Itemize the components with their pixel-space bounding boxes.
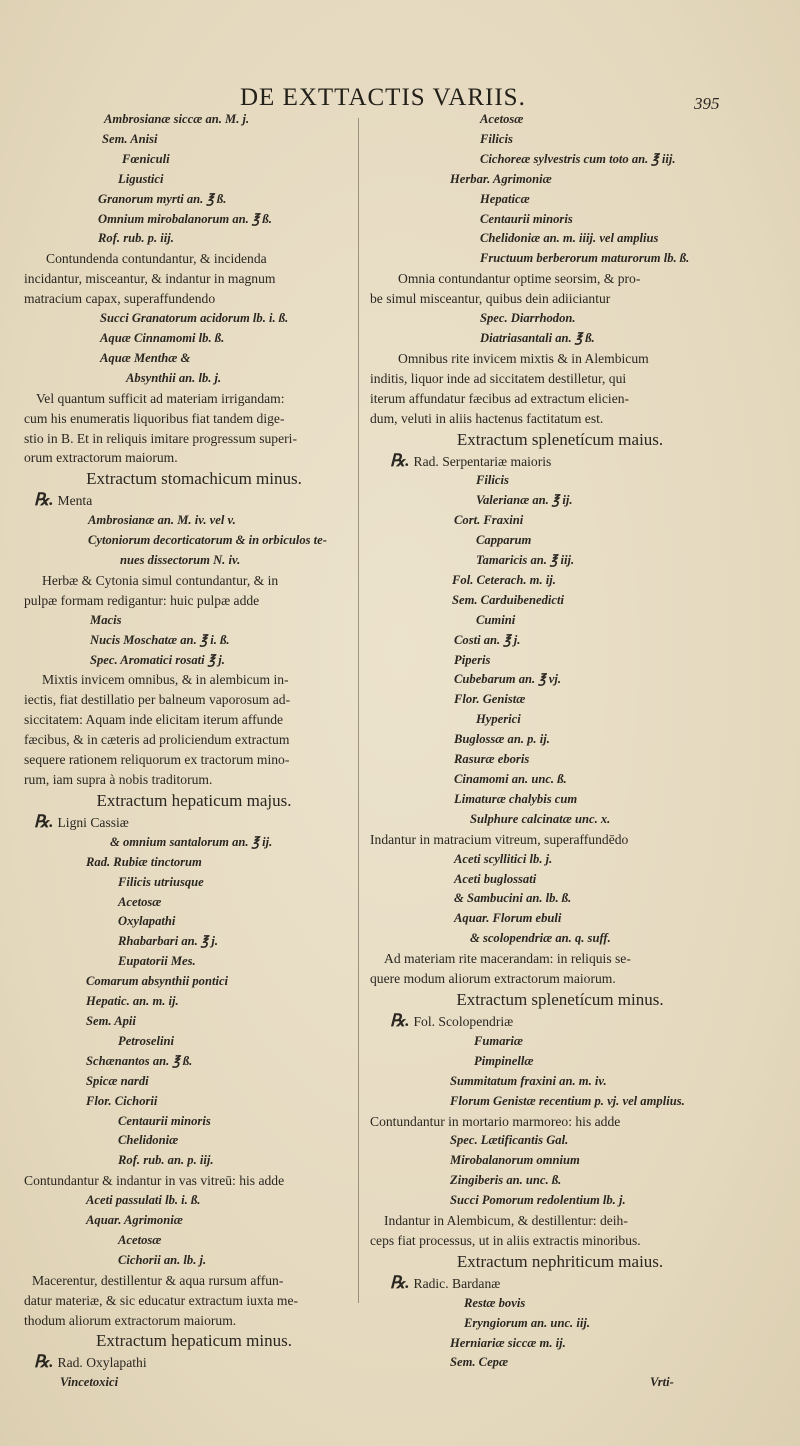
line-text: Chelidoniæ [118, 1133, 179, 1148]
text-line [370, 289, 750, 309]
line-text: Herniariæ siccæ m. ij. [450, 1335, 566, 1350]
line-text: Flor. Genistæ [454, 692, 526, 707]
line-text: fæcibus, & in cæteris ad proliciendum extractum [24, 732, 290, 748]
line-text: Indantur in Alembicum, & destillentur: deih- [384, 1213, 628, 1229]
line-text: Centaurii minoris [118, 1113, 211, 1128]
line-text: Petroselini [118, 1033, 174, 1048]
ingredient-line [370, 1171, 750, 1191]
line-text: Rasuræ eboris [454, 752, 530, 767]
ingredient-line [370, 210, 750, 230]
line-text: pulpæ formam redigantur: huic pulpæ adde [24, 592, 260, 608]
line-text: incidantur, misceantur, & indantur in magnum [24, 271, 276, 287]
ingredient-line [370, 889, 750, 909]
line-text: Capparum [476, 533, 532, 548]
line-text: iterum affundatur fæcibus ad extractum elicien- [370, 390, 630, 406]
ingredient-line [24, 551, 364, 571]
ingredient-line [370, 190, 750, 210]
text-line [370, 409, 750, 429]
line-text: Zingiberis an. unc. ß. [450, 1173, 562, 1188]
line-text: Radic. Bardanæ [413, 1275, 501, 1291]
recipe-line [24, 812, 364, 833]
line-text: Macis [90, 612, 122, 627]
ingredient-line [24, 1373, 364, 1393]
ingredient-line [24, 349, 364, 369]
line-text: Spec. Aromatici rosati ℥ j. [90, 652, 225, 667]
line-text: Extractum splenetícum maius. [456, 429, 664, 449]
line-text: Vincetoxici [60, 1375, 119, 1390]
text-line [370, 969, 750, 989]
ingredient-line [24, 1191, 364, 1211]
section-heading [24, 1330, 364, 1352]
line-text: Herbæ & Cytonia simul contundantur, & in [42, 572, 279, 588]
line-text: Mirobalanorum omnium [450, 1153, 580, 1168]
ingredient-line [370, 690, 750, 710]
line-text: Rhabarbari an. ℥ j. [118, 934, 219, 949]
ingredient-line [370, 249, 750, 269]
line-text: Fœniculi [122, 151, 170, 166]
recipe-line [370, 451, 750, 472]
line-text: Acetosæ [118, 894, 162, 909]
text-line [370, 369, 750, 389]
ingredient-line [370, 750, 750, 770]
line-text: Centaurii minoris [480, 211, 573, 226]
line-text: Filicis [476, 473, 509, 488]
ingredient-line [370, 850, 750, 870]
line-text: stio in B. Et in reliquis imitare progressum superi- [24, 430, 297, 446]
line-text: Chelidoniæ an. m. iiij. vel amplius [480, 231, 659, 246]
line-text: Absynthii an. lb. j. [126, 370, 222, 385]
line-text: Florum Genistæ recentium p. vj. vel amplius. [450, 1093, 685, 1108]
line-text: dum, veluti in aliis hactenus factitatum est. [370, 410, 604, 426]
line-text: Eupatorii Mes. [118, 954, 196, 969]
text-line [24, 249, 364, 269]
line-text: Sem. Cepæ [450, 1355, 509, 1370]
ingredient-line [370, 790, 750, 810]
line-text: thodum aliorum extractorum maiorum. [24, 1312, 237, 1328]
line-text: nues dissectorum N. iv. [120, 553, 241, 568]
ingredient-line [370, 150, 750, 170]
line-text: inditis, liquor inde ad siccitatem destilletur, qui [370, 370, 627, 386]
recipe-symbol: ℞. [34, 811, 54, 831]
text-line [24, 289, 364, 309]
line-text: Ligni Cassiæ [57, 814, 129, 830]
ingredient-line [370, 710, 750, 730]
text-line [370, 269, 750, 289]
line-text: sequere rationem reliquorum ex tractorum mino- [24, 752, 290, 768]
line-text: Contundantur in mortario marmoreo: his adde [370, 1113, 621, 1129]
line-text: Cort. Fraxini [454, 513, 524, 528]
recipe-line [24, 1352, 364, 1373]
ingredient-line [370, 511, 750, 531]
line-text: Filicis [480, 131, 513, 146]
line-text: Sem. Apii [86, 1013, 136, 1028]
recipe-line [370, 1273, 750, 1294]
line-text: Granorum myrti an. ℥ ß. [98, 191, 227, 206]
line-text: Fol. Scolopendriæ [413, 1013, 514, 1029]
line-text: Tamaricis an. ℥ iij. [476, 553, 575, 568]
ingredient-line [24, 952, 364, 972]
line-text: datur materiæ, & sic educatur extractum iuxta me- [24, 1292, 299, 1308]
text-line [24, 710, 364, 730]
line-text: Succi Pomorum redolentium lb. j. [450, 1193, 626, 1208]
line-text: rum, iam supra à nobis traditorum. [24, 772, 213, 787]
line-text: Cichoreæ sylvestris cum toto an. ℥ iij. [480, 151, 676, 166]
text-line [24, 389, 364, 409]
ingredient-line [370, 531, 750, 551]
text-line [24, 1291, 364, 1311]
ingredient-line [24, 651, 364, 671]
line-text: Omnibus rite invicem mixtis & in Alembicum [398, 350, 649, 366]
line-text: Rad. Rubiæ tinctorum [86, 854, 202, 869]
line-text: ceps fiat processus, ut in aliis extractis minoribus. [370, 1232, 641, 1248]
line-text: Restæ bovis [464, 1295, 526, 1310]
ingredient-line [24, 873, 364, 893]
ingredient-line [24, 531, 364, 551]
ingredient-line [370, 110, 750, 130]
ingredient-line [370, 1334, 750, 1354]
ingredient-line [370, 309, 750, 329]
ingredient-line [24, 1151, 364, 1171]
ingredient-line [370, 571, 750, 591]
ingredient-line [370, 611, 750, 631]
line-text: Vrti- [650, 1375, 674, 1390]
ingredient-line [24, 150, 364, 170]
line-text: Sem. Carduibenedicti [452, 592, 564, 607]
text-line [24, 269, 364, 289]
line-text: Nucis Moschatæ an. ℥ i. ß. [90, 632, 230, 647]
line-text: Cumini [476, 612, 516, 627]
ingredient-line [24, 972, 364, 992]
line-text: Spicæ nardi [86, 1073, 149, 1088]
ingredient-line [24, 893, 364, 913]
line-text: iectis, fiat destillatio per balneum vaporosum ad- [24, 692, 291, 708]
ingredient-line [24, 1131, 364, 1151]
line-text: Omnium mirobalanorum an. ℥ ß. [98, 211, 272, 226]
text-line [370, 949, 750, 969]
line-text: Ambrosianæ siccæ an. M. j. [104, 112, 250, 126]
text-line [24, 730, 364, 750]
line-text: Mixtis invicem omnibus, & in alembicum in- [42, 672, 289, 688]
ingredient-line [370, 1353, 750, 1373]
line-text: Menta [57, 493, 93, 509]
text-line [24, 591, 364, 611]
line-text: Herbar. Agrimoniæ [450, 171, 552, 186]
ingredient-line [24, 511, 364, 531]
line-text: Fol. Ceterach. m. ij. [452, 572, 556, 587]
line-text: Aquæ Cinnamomi lb. ß. [100, 330, 225, 345]
text-line [24, 571, 364, 591]
section-heading [370, 1251, 750, 1273]
line-text: orum extractorum maiorum. [24, 450, 178, 466]
text-line [370, 389, 750, 409]
text-line [24, 690, 364, 710]
ingredient-line [24, 329, 364, 349]
line-text: Schænantos an. ℥ ß. [86, 1053, 193, 1068]
line-text: Rad. Oxylapathi [57, 1355, 147, 1371]
line-text: Rof. rub. an. p. iij. [118, 1153, 214, 1168]
column-divider [358, 118, 359, 1303]
ingredient-line [370, 651, 750, 671]
ingredient-line [24, 1251, 364, 1271]
line-text: be simul misceantur, quibus dein adiiciantur [370, 291, 611, 307]
recipe-symbol: ℞. [390, 450, 410, 470]
text-line [24, 1311, 364, 1331]
line-text: Spec. Lætificantis Gal. [450, 1133, 569, 1148]
left-column [24, 110, 364, 1393]
line-text: Diatriasantali an. ℥ ß. [480, 330, 595, 345]
line-text: Valerianæ an. ℥ ij. [476, 493, 573, 508]
ingredient-line [24, 309, 364, 329]
line-text: Rad. Serpentariæ maioris [413, 453, 552, 469]
ingredient-line [24, 932, 364, 952]
line-text: Extractum nephriticum maius. [456, 1251, 664, 1271]
ingredient-line [370, 870, 750, 890]
line-text: Cubebarum an. ℥ vj. [454, 672, 561, 687]
section-heading [370, 429, 750, 451]
ingredient-line [370, 1131, 750, 1151]
line-text: Extractum stomachicum minus. [86, 469, 302, 489]
recipe-line [24, 490, 364, 511]
line-text: Omnia contundantur optime seorsim, & pro- [398, 271, 641, 287]
ingredient-line [370, 810, 750, 830]
line-text: siccitatem: Aquam inde elicitam iterum affunde [24, 712, 284, 728]
page-number: 395 [694, 94, 720, 113]
ingredient-line [24, 833, 364, 853]
line-text: Flor. Cichorii [86, 1093, 158, 1108]
text-line [24, 750, 364, 770]
line-text: Rof. rub. p. iij. [98, 231, 174, 246]
ingredient-line [370, 670, 750, 690]
line-text: Limaturæ chalybis cum [454, 791, 578, 806]
ingredient-line [370, 929, 750, 949]
line-text: matracium capax, superaffundendo [24, 291, 216, 307]
line-text: Comarum absynthii pontici [86, 974, 229, 989]
line-text: Cytoniorum decorticatorum & in orbiculos te- [88, 533, 327, 548]
line-text: Spec. Diarrhodon. [480, 311, 576, 326]
ingredient-line [370, 631, 750, 651]
line-text: Oxylapathi [118, 914, 176, 929]
ingredient-line [370, 1373, 750, 1393]
ingredient-line [370, 170, 750, 190]
line-text: Sem. Anisi [102, 131, 158, 146]
line-text: Costi an. ℥ j. [454, 632, 521, 647]
ingredient-line [370, 551, 750, 571]
recipe-symbol: ℞. [390, 1010, 410, 1030]
text-line [24, 409, 364, 429]
ingredient-line [370, 1191, 750, 1211]
ingredient-line [24, 631, 364, 651]
ingredient-line [370, 471, 750, 491]
line-text: Buglossæ an. p. ij. [454, 732, 550, 747]
line-text: Hepaticæ [480, 191, 530, 206]
line-text: Aquar. Florum ebuli [454, 911, 562, 926]
text-line [370, 1112, 750, 1132]
ingredient-line [24, 1012, 364, 1032]
ingredient-line [370, 1032, 750, 1052]
running-title: DE EXTTACTIS VARIIS. [240, 84, 526, 111]
line-text: Aquæ Menthæ & [100, 350, 191, 365]
ingredient-line [24, 992, 364, 1012]
ingredient-line [370, 1052, 750, 1072]
ingredient-line [24, 1112, 364, 1132]
line-text: & omnium santalorum an. ℥ ij. [110, 834, 273, 849]
line-text: Indantur in matracium vitreum, superaffundēdo [370, 831, 629, 847]
text-line [370, 1231, 750, 1251]
ingredient-line [370, 591, 750, 611]
line-text: Hyperici [476, 712, 521, 727]
ingredient-line [24, 611, 364, 631]
ingredient-line [370, 329, 750, 349]
line-text: Ambrosianæ an. M. iv. vel v. [88, 513, 236, 528]
line-text: Pimpinellæ [474, 1053, 534, 1068]
ingredient-line [24, 1052, 364, 1072]
ingredient-line [24, 1231, 364, 1251]
text-line [370, 1211, 750, 1231]
section-heading [24, 468, 364, 490]
ingredient-line [24, 1211, 364, 1231]
line-text: Extractum splenetícum minus. [456, 989, 664, 1009]
ingredient-line [24, 853, 364, 873]
ingredient-line [24, 1072, 364, 1092]
ingredient-line [370, 130, 750, 150]
line-text: Macerentur, destillentur & aqua rursum affun- [32, 1272, 284, 1288]
recipe-symbol: ℞. [34, 1352, 54, 1372]
line-text: Aceti passulati lb. i. ß. [86, 1193, 201, 1208]
ingredient-line [370, 770, 750, 790]
ingredient-line [24, 210, 364, 230]
line-text: Aquar. Agrimoniæ [86, 1213, 183, 1228]
line-text: Piperis [454, 652, 491, 667]
section-heading [24, 790, 364, 812]
ingredient-line [24, 190, 364, 210]
ingredient-line [370, 1151, 750, 1171]
ingredient-line [24, 369, 364, 389]
line-text: Summitatum fraxini an. m. iv. [450, 1073, 607, 1088]
text-line [370, 830, 750, 850]
recipe-symbol: ℞. [390, 1272, 410, 1292]
ingredient-line [370, 909, 750, 929]
text-line [370, 349, 750, 369]
line-text: & Sambucini an. lb. ß. [454, 891, 572, 906]
line-text: Fructuum berberorum maturorum lb. ß. [480, 251, 690, 266]
line-text: Succi Granatorum acidorum lb. i. ß. [100, 311, 289, 326]
line-text: Contundenda contundantur, & incidenda [46, 251, 267, 267]
section-heading [370, 989, 750, 1011]
ingredient-line [24, 1092, 364, 1112]
line-text: Vel quantum sufficit ad materiam irrigandam: [36, 390, 285, 406]
line-text: Contundantur & indantur in vas vitreū: his adde [24, 1173, 285, 1189]
ingredient-line [370, 1072, 750, 1092]
ingredient-line [24, 229, 364, 249]
line-text: Extractum hepaticum minus. [96, 1331, 292, 1351]
line-text: Cichorii an. lb. j. [118, 1252, 207, 1267]
text-line [24, 429, 364, 449]
line-text: Ad materiam rite macerandam: in reliquis se- [384, 951, 631, 967]
ingredient-line [370, 491, 750, 511]
line-text: Sulphure calcinatæ unc. x. [470, 811, 611, 826]
line-text: Hepatic. an. m. ij. [86, 994, 179, 1009]
ingredient-line [24, 110, 364, 130]
line-text: cum his enumeratis liquoribus fiat tandem dige- [24, 410, 285, 426]
ingredient-line [370, 229, 750, 249]
ingredient-line [24, 130, 364, 150]
recipe-symbol: ℞. [34, 490, 54, 510]
line-text: Acetosæ [480, 112, 524, 126]
line-text: Aceti buglossati [454, 871, 537, 886]
text-line [24, 670, 364, 690]
ingredient-line [370, 1294, 750, 1314]
ingredient-line [370, 1092, 750, 1112]
ingredient-line [370, 1314, 750, 1334]
line-text: Extractum hepaticum majus. [96, 790, 292, 810]
line-text: quere modum aliorum extractorum maiorum. [370, 971, 616, 987]
line-text: Aceti scyllitici lb. j. [454, 851, 553, 866]
recipe-line [370, 1011, 750, 1032]
line-text: & scolopendriæ an. q. suff. [470, 931, 611, 946]
ingredient-line [24, 170, 364, 190]
line-text: Fumariæ [474, 1033, 523, 1048]
text-line [24, 1171, 364, 1191]
text-line [24, 448, 364, 468]
text-line [24, 770, 364, 790]
right-column [370, 110, 750, 1393]
line-text: Filicis utriusque [118, 874, 204, 889]
line-text: Cinamomi an. unc. ß. [454, 772, 567, 786]
line-text: Eryngiorum an. unc. iij. [464, 1315, 590, 1330]
ingredient-line [24, 912, 364, 932]
ingredient-line [370, 730, 750, 750]
line-text: Acetosæ [118, 1232, 162, 1247]
line-text: Ligustici [118, 171, 164, 186]
ingredient-line [24, 1032, 364, 1052]
text-line [24, 1271, 364, 1291]
